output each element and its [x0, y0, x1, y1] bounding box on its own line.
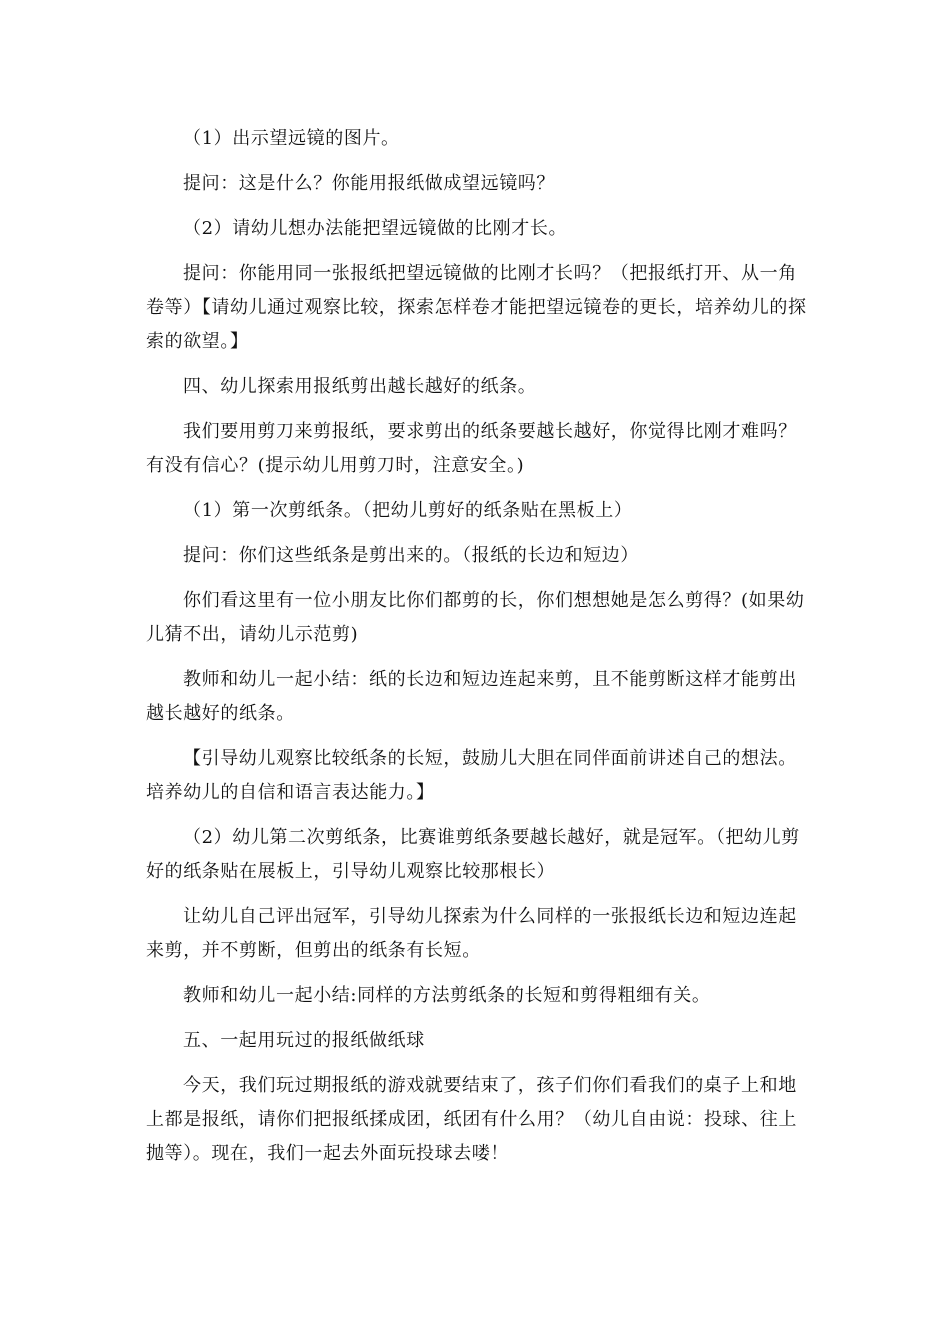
- paragraph-6: 我们要用剪刀来剪报纸，要求剪出的纸条要越长越好，你觉得比刚才难吗？有没有信心？(提示幼儿用剪刀时，注意安全。): [146, 421, 797, 476]
- paragraph-14: 教师和幼儿一起小结:同样的方法剪纸条的长短和剪得粗细有关。: [183, 985, 711, 1006]
- section-heading-5: 五、一起用玩过的报纸做纸球: [183, 1030, 425, 1051]
- paragraph-4: 提问：你能用同一张报纸把望远镜做的比刚才长吗？（把报纸打开、从一角卷等）【请幼儿通过观察比较，探索怎样卷才能把望远镜卷的更长，培养幼儿的探索的欲望。】: [146, 263, 807, 352]
- paragraph-10: 教师和幼儿一起小结：纸的长边和短边连起来剪，且不能剪断这样才能剪出越长越好的纸条。: [146, 669, 797, 724]
- paragraph-16: 今天，我们玩过期报纸的游戏就要结束了，孩子们你们看我们的桌子上和地上都是报纸，请你们把报纸揉成团，纸团有什么用？（幼儿自由说：投球、往上抛等）。现在，我们一起去外面玩投球去喽！: [146, 1075, 797, 1164]
- paragraph-7: （1）第一次剪纸条。（把幼儿剪好的纸条贴在黑板上）: [183, 500, 633, 521]
- paragraph-9: 你们看这里有一位小朋友比你们都剪的长，你们想想她是怎么剪得？(如果幼儿猜不出，请幼儿示范剪): [146, 590, 805, 645]
- paragraph-8: 提问：你们这些纸条是剪出来的。（报纸的长边和短边）: [183, 545, 639, 566]
- paragraph-3: （2）请幼儿想办法能把望远镜做的比刚才长。: [183, 218, 568, 239]
- paragraph-12: （2）幼儿第二次剪纸条，比赛谁剪纸条要越长越好，就是冠军。（把幼儿剪好的纸条贴在展板上，引导幼儿观察比较那根长）: [146, 827, 800, 882]
- paragraph-13: 让幼儿自己评出冠军，引导幼儿探索为什么同样的一张报纸长边和短边连起来剪，并不剪断，但剪出的纸条有长短。: [146, 906, 797, 961]
- paragraph-11: 【引导幼儿观察比较纸条的长短，鼓励儿大胆在同伴面前讲述自己的想法。培养幼儿的自信和语言表达能力。】: [146, 748, 797, 803]
- document-body: [146, 122, 810, 1182]
- paragraph-2: 提问：这是什么？你能用报纸做成望远镜吗？: [183, 173, 555, 194]
- paragraph-1: （1）出示望远镜的图片。: [183, 128, 400, 149]
- section-heading-4: 四、幼儿探索用报纸剪出越长越好的纸条。: [183, 376, 537, 397]
